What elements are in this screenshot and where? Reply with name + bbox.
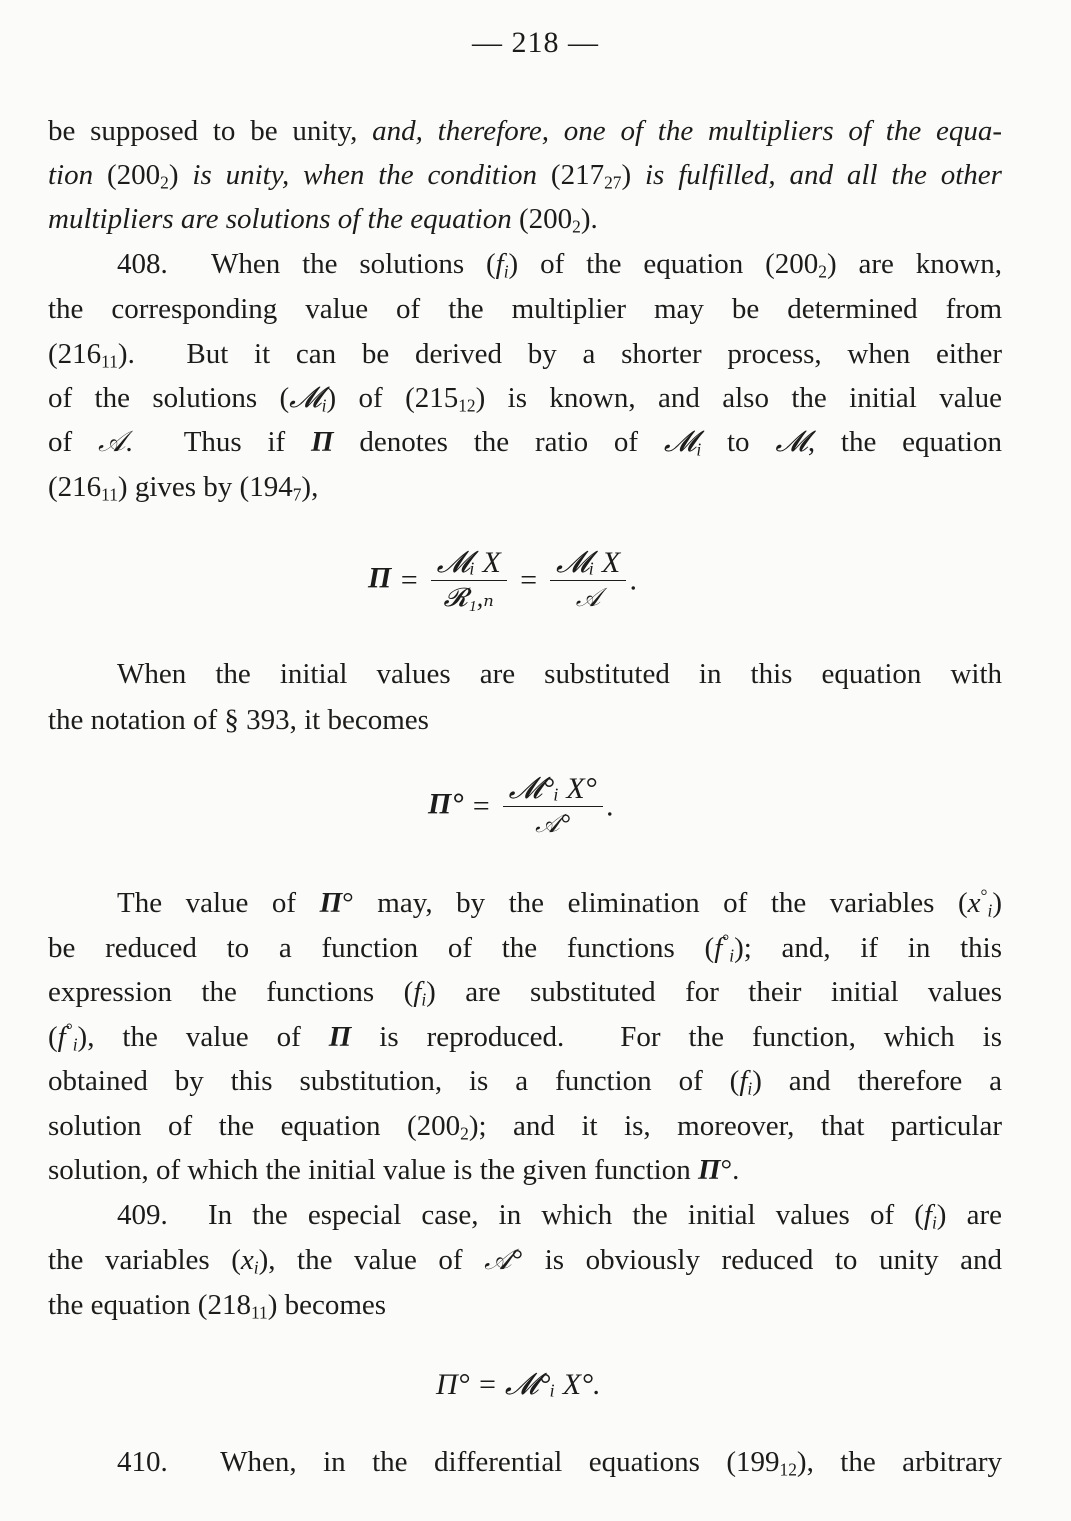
text-line: tion $(200_2)$ is unity, when the condition $(217_{27})$ is fulfilled, and all the other <box>48 159 1002 193</box>
text-line: be supposed to be unity, and, therefore, one of the multipliers of the equa- <box>48 115 1002 147</box>
eq3-text: Π° = 𝓜°ᵢ X°. <box>436 1368 601 1401</box>
text-line: The value of Π° may, by the elimination of the variables $(x^\circ_i)$ <box>117 885 1003 921</box>
text-line: the notation of § 393, it becomes <box>48 704 429 736</box>
equation-initial-ratio: Π° = $\frac{\text{𝓜°ᵢ X°}}{\text{𝒜°}}$ . <box>428 772 615 838</box>
eq1-period: . <box>630 563 638 597</box>
eq1-numerator-2: 𝓜ᵢ X <box>550 548 626 581</box>
text-line: 409. In the especial case, in which the initial values of $(f_i)$ are <box>117 1199 1002 1233</box>
eq1-fraction-2 <box>550 548 626 613</box>
text-line: $(f^\circ_i)$, the value of Π is reproduced. For the function, which is <box>48 1019 1003 1055</box>
text-line: expression the functions $(f_i)$ are substituted for their initial values <box>48 976 1002 1010</box>
text-line: $(216_{11})$. But it can be derived by a shorter process, when either <box>48 338 1002 372</box>
text-line: obtained by this substitution, is a function of $(f_i)$ and therefore a <box>48 1065 1002 1099</box>
text-line: of the solutions (𝓜$_i$) of $(215_{12})$ is known, and also the initial value <box>48 382 1002 416</box>
text-line: When the initial values are substituted in this equation with <box>117 658 1002 690</box>
text-line: solution, of which the initial value is the given function Π°. <box>48 1154 740 1186</box>
eq2-period: . <box>606 789 615 823</box>
text-line: multipliers are solutions of the equation $(200_2)$. <box>48 203 598 237</box>
eq1-denominator-1: 𝓡₁,ₙ <box>443 583 494 612</box>
text-line: 410. When, in the differential equations $(199_{12})$, the arbitrary <box>117 1446 1003 1480</box>
text-line: of 𝒜. Thus if Π denotes the ratio of 𝓜$_i$ to 𝓜, the equation <box>48 426 1002 460</box>
eq2-numerator: 𝓜°ᵢ X° <box>503 774 603 807</box>
eq2-lhs: Π° <box>428 787 464 821</box>
text-line: the variables $(x_i)$, the value of 𝒜° is obviously reduced to unity and <box>48 1244 1003 1278</box>
text-line: $(216_{11})$ gives by $(194_7)$, <box>48 471 319 505</box>
text-line: solution of the equation $(200_2)$; and it is, moreover, that particular <box>48 1110 1002 1144</box>
eq2-fraction <box>503 774 603 839</box>
eq1-denominator-2: 𝒜 <box>575 583 601 612</box>
text-line: the corresponding value of the multiplier may be determined from <box>48 293 1002 325</box>
page-number: — 218 — <box>472 26 599 59</box>
equation-ratio: Π = $\frac{\text{𝓜ᵢ X}}{\text{𝓡₁,ₙ}}$ = $\frac{\text{𝓜ᵢ X}}{\text{𝒜}}$ . <box>368 546 638 612</box>
eq1-fraction-1 <box>431 548 507 613</box>
eq1-numerator-1: 𝓜ᵢ X <box>431 548 507 581</box>
text-line: the equation $(218_{11})$ becomes <box>48 1289 387 1323</box>
text-line: 408. When the solutions $(f_i)$ of the equation $(200_2)$ are known, <box>117 248 1002 282</box>
eq1-lhs: Π <box>368 561 392 595</box>
text-line: be reduced to a function of the functions $(f^\circ_i)$; and, if in this <box>48 930 1002 966</box>
equation-special-case <box>436 1368 601 1402</box>
eq2-denominator: 𝒜° <box>535 809 571 838</box>
